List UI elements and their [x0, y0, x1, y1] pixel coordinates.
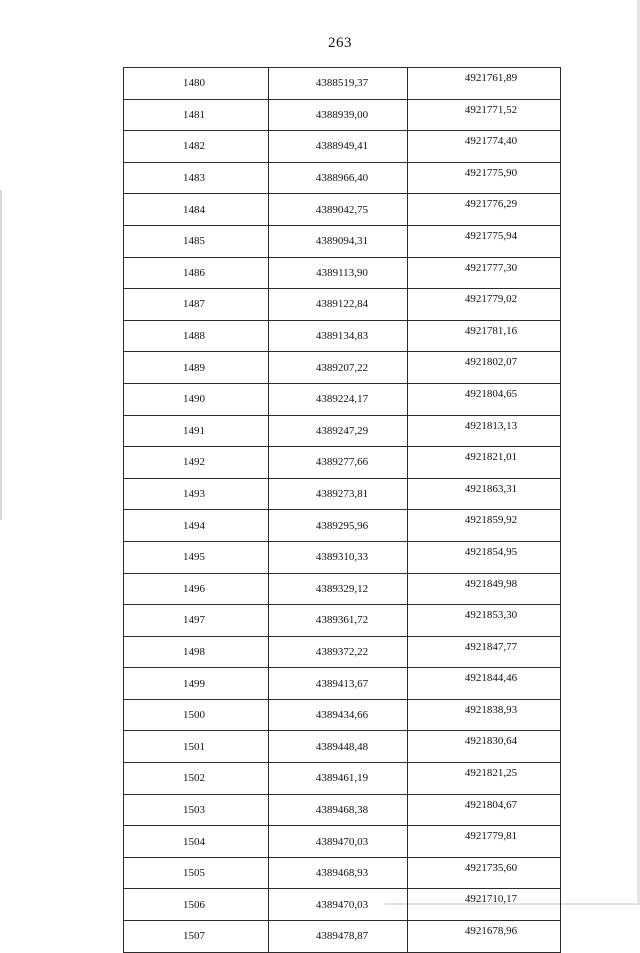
x-coordinate-cell: 4389224,17	[269, 383, 408, 415]
point-number-cell: 1505	[124, 857, 269, 889]
point-number-cell: 1494	[124, 510, 269, 542]
table-row	[124, 763, 561, 795]
x-coordinate-cell: 4389207,22	[269, 352, 408, 384]
y-coordinate-cell: 4921863,31	[408, 478, 561, 510]
y-coordinate-cell: 4921821,01	[408, 447, 561, 479]
x-coordinate-cell: 4389247,29	[269, 415, 408, 447]
coordinates-table-body	[124, 68, 561, 953]
point-number-cell: 1495	[124, 541, 269, 573]
x-coordinate-cell: 4389461,19	[269, 763, 408, 795]
point-number-cell: 1480	[124, 68, 269, 100]
table-row	[124, 352, 561, 384]
point-number-cell: 1496	[124, 573, 269, 605]
x-coordinate-cell: 4388966,40	[269, 162, 408, 194]
point-number-cell: 1489	[124, 352, 269, 384]
point-number-cell: 1482	[124, 131, 269, 163]
point-number-cell: 1481	[124, 99, 269, 131]
x-coordinate-cell: 4389413,67	[269, 668, 408, 700]
x-coordinate-cell: 4389295,96	[269, 510, 408, 542]
y-coordinate-cell: 4921804,65	[408, 383, 561, 415]
table-row	[124, 921, 561, 953]
page-number: 263	[328, 35, 352, 51]
x-coordinate-cell: 4389277,66	[269, 447, 408, 479]
y-coordinate-cell: 4921813,13	[408, 415, 561, 447]
table-row	[124, 668, 561, 700]
point-number-cell: 1506	[124, 889, 269, 921]
point-number-cell: 1504	[124, 826, 269, 858]
x-coordinate-cell: 4389470,03	[269, 889, 408, 921]
point-number-cell: 1507	[124, 921, 269, 953]
y-coordinate-cell: 4921821,25	[408, 763, 561, 795]
point-number-cell: 1501	[124, 731, 269, 763]
point-number-cell: 1497	[124, 605, 269, 637]
y-coordinate-cell: 4921761,89	[408, 68, 561, 100]
point-number-cell: 1493	[124, 478, 269, 510]
x-coordinate-cell: 4389042,75	[269, 194, 408, 226]
y-coordinate-cell: 4921678,96	[408, 921, 561, 953]
y-coordinate-cell: 4921854,95	[408, 541, 561, 573]
x-coordinate-cell: 4389372,22	[269, 636, 408, 668]
point-number-cell: 1492	[124, 447, 269, 479]
y-coordinate-cell: 4921779,02	[408, 289, 561, 321]
x-coordinate-cell: 4389094,31	[269, 225, 408, 257]
x-coordinate-cell: 4389310,33	[269, 541, 408, 573]
y-coordinate-cell: 4921838,93	[408, 699, 561, 731]
y-coordinate-cell: 4921771,52	[408, 99, 561, 131]
x-coordinate-cell: 4389329,12	[269, 573, 408, 605]
table-row	[124, 383, 561, 415]
y-coordinate-cell: 4921710,17	[408, 889, 561, 921]
table-row	[124, 68, 561, 100]
table-row	[124, 447, 561, 479]
point-number-cell: 1485	[124, 225, 269, 257]
point-number-cell: 1491	[124, 415, 269, 447]
y-coordinate-cell: 4921830,64	[408, 731, 561, 763]
x-coordinate-cell: 4389134,83	[269, 320, 408, 352]
table-row	[124, 289, 561, 321]
y-coordinate-cell: 4921804,67	[408, 794, 561, 826]
table-row	[124, 510, 561, 542]
x-coordinate-cell: 4389470,03	[269, 826, 408, 858]
y-coordinate-cell: 4921781,16	[408, 320, 561, 352]
point-number-cell: 1498	[124, 636, 269, 668]
point-number-cell: 1499	[124, 668, 269, 700]
point-number-cell: 1483	[124, 162, 269, 194]
point-number-cell: 1484	[124, 194, 269, 226]
y-coordinate-cell: 4921735,60	[408, 857, 561, 889]
y-coordinate-cell: 4921847,77	[408, 636, 561, 668]
table-row	[124, 857, 561, 889]
point-number-cell: 1490	[124, 383, 269, 415]
y-coordinate-cell: 4921802,07	[408, 352, 561, 384]
y-coordinate-cell: 4921776,29	[408, 194, 561, 226]
table-row	[124, 478, 561, 510]
table-row	[124, 162, 561, 194]
table-row	[124, 826, 561, 858]
y-coordinate-cell: 4921859,92	[408, 510, 561, 542]
x-coordinate-cell: 4388949,41	[269, 131, 408, 163]
table-row	[124, 415, 561, 447]
x-coordinate-cell: 4389468,38	[269, 794, 408, 826]
x-coordinate-cell: 4388939,00	[269, 99, 408, 131]
y-coordinate-cell: 4921853,30	[408, 605, 561, 637]
x-coordinate-cell: 4388519,37	[269, 68, 408, 100]
table-row	[124, 731, 561, 763]
y-coordinate-cell: 4921774,40	[408, 131, 561, 163]
table-row	[124, 131, 561, 163]
table-row	[124, 225, 561, 257]
table-row	[124, 257, 561, 289]
point-number-cell: 1488	[124, 320, 269, 352]
point-number-cell: 1503	[124, 794, 269, 826]
x-coordinate-cell: 4389468,93	[269, 857, 408, 889]
y-coordinate-cell: 4921779,81	[408, 826, 561, 858]
x-coordinate-cell: 4389448,48	[269, 731, 408, 763]
x-coordinate-cell: 4389113,90	[269, 257, 408, 289]
point-number-cell: 1486	[124, 257, 269, 289]
table-row	[124, 194, 561, 226]
point-number-cell: 1502	[124, 763, 269, 795]
table-row	[124, 636, 561, 668]
table-row	[124, 794, 561, 826]
table-row	[124, 573, 561, 605]
y-coordinate-cell: 4921844,46	[408, 668, 561, 700]
x-coordinate-cell: 4389361,72	[269, 605, 408, 637]
y-coordinate-cell: 4921777,30	[408, 257, 561, 289]
y-coordinate-cell: 4921775,94	[408, 225, 561, 257]
x-coordinate-cell: 4389478,87	[269, 921, 408, 953]
table-row	[124, 320, 561, 352]
table-row	[124, 541, 561, 573]
y-coordinate-cell: 4921775,90	[408, 162, 561, 194]
table-row	[124, 99, 561, 131]
coordinates-table	[123, 67, 561, 953]
point-number-cell: 1500	[124, 699, 269, 731]
table-row	[124, 699, 561, 731]
y-coordinate-cell: 4921849,98	[408, 573, 561, 605]
x-coordinate-cell: 4389434,66	[269, 699, 408, 731]
x-coordinate-cell: 4389122,84	[269, 289, 408, 321]
table-row	[124, 605, 561, 637]
scan-edge-left	[0, 190, 2, 520]
x-coordinate-cell: 4389273,81	[269, 478, 408, 510]
point-number-cell: 1487	[124, 289, 269, 321]
